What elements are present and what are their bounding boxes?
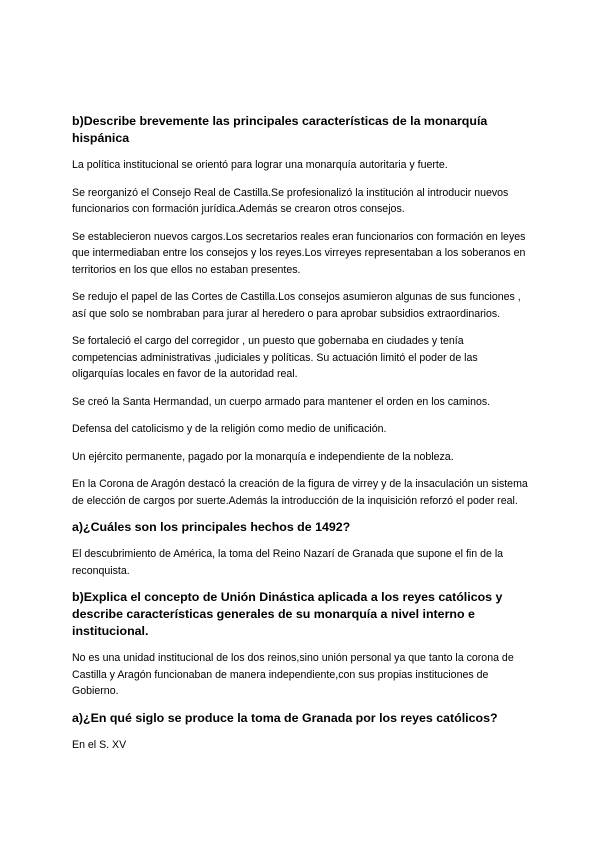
paragraph: La política institucional se orientó para lograr una monarquía autoritaria y fuerte. [72, 159, 448, 171]
document-page [72, 113, 528, 753]
paragraph: En la Corona de Aragón destacó la creación de la figura de virrey y de la insaculación un sistema de elección de cargos por suerte.Además la introducción de la inquisición reforzó el poder real. [72, 478, 528, 507]
paragraph: Se establecieron nuevos cargos.Los secretarios reales eran funcionarios con formación en leyes que intermediaban entre los consejos y los reyes.Los virreyes representaban a los soberanos en territorios en los que ellos no estaban presentes. [72, 230, 526, 276]
paragraph: Se fortaleció el cargo del corregidor , un puesto que gobernaba en ciudades y tenía competencias administrativas ,judiciales y políticas. Su actuación limitó el poder de las oligarquías locales en favor de la autoridad real. [72, 335, 478, 380]
section-heading-union-dinastica: b)Explica el concepto de Unión Dinástica aplicada a los reyes católicos y describe características generales de su monarquía a nivel interno e institucional. [72, 590, 503, 638]
paragraph: Defensa del catolicismo y de la religión como medio de unificación. [72, 423, 387, 435]
section-heading-caracteristicas: b)Describe brevemente las principales características de la monarquía hispánica [72, 114, 488, 145]
paragraph: En el S. XV [72, 738, 127, 751]
paragraph: Se redujo el papel de las Cortes de Castilla.Los consejos asumieron algunas de sus funciones , así que solo se nombraban para jurar al heredero o para aprobar subsidios extraordinarios. [72, 291, 521, 320]
paragraph: No es una unidad institucional de los dos reinos,sino unión personal ya que tanto la corona de Castilla y Aragón funcionaban de manera independiente,con sus propias instituciones de Gobierno. [72, 652, 514, 697]
paragraph: Se creó la Santa Hermandad, un cuerpo armado para mantener el orden en los caminos. [72, 395, 491, 408]
paragraph: Se reorganizó el Consejo Real de Castilla.Se profesionalizó la institución al introducir nuevos funcionarios con formación jurídica.Además se crearon otros consejos. [72, 186, 509, 215]
section-heading-hechos-1492: a)¿Cuáles son los principales hechos de 1492? [72, 520, 351, 534]
paragraph: Un ejército permanente, pagado por la monarquía e independiente de la nobleza. [72, 450, 454, 463]
paragraph: El descubrimiento de América, la toma del Reino Nazarí de Granada que supone el fin de la reconquista. [72, 548, 504, 577]
section-heading-toma-granada: a)¿En qué siglo se produce la toma de Granada por los reyes católicos? [72, 710, 498, 725]
